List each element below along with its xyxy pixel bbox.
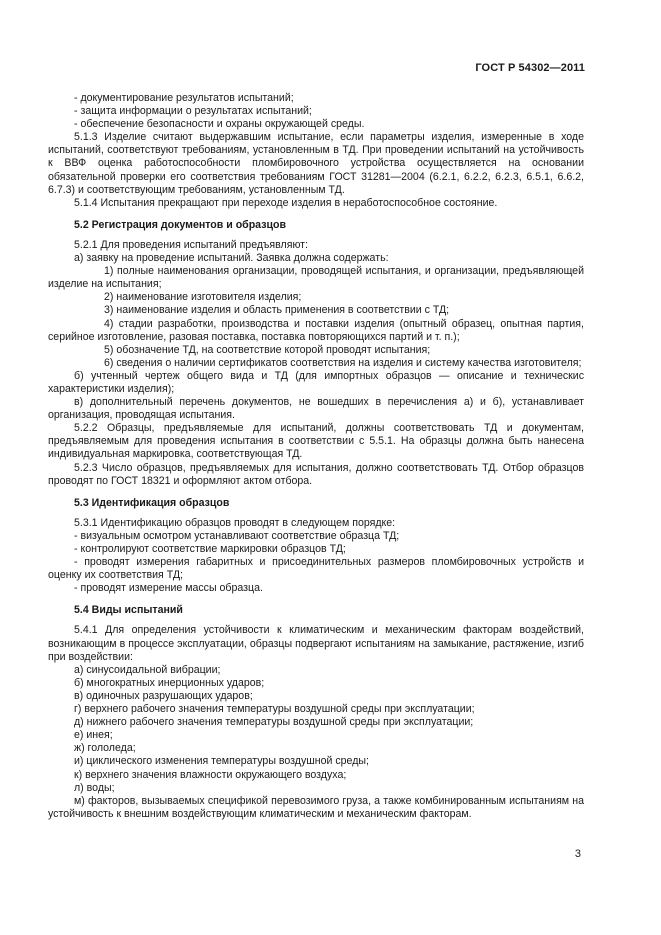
paragraph: ж) гололеда;: [74, 742, 136, 755]
paragraph: г) верхнего рабочего значения температуры воздушной среды при эксплуатации;: [74, 703, 475, 716]
paragraph: в) дополнительный перечень документов, не вошедших в перечисления а) и б), устанавливает организация, проводящая испытания.: [48, 396, 584, 422]
paragraph: к) верхнего значения влажности окружающего воздуха;: [74, 768, 347, 781]
paragraph: 2) наименование изготовителя изделия;: [104, 291, 302, 304]
paragraph: 3) наименование изделия и область применения в соответствии с ТД;: [104, 304, 450, 317]
paragraph: - документирование результатов испытаний;: [74, 92, 294, 104]
paragraph: - проводят измерения габаритных и присоединительных размеров пломбировочных устройств и оценку их соответствия ТД;: [48, 556, 584, 582]
section-heading: 5.2 Регистрация документов и образцов: [74, 218, 286, 231]
paragraph: 1) полные наименования организации, проводящей испытания, и организации, предъявляющей изделие на испытания;: [48, 265, 584, 291]
paragraph: 5.3.1 Идентификацию образцов проводят в следующем порядке:: [74, 516, 396, 529]
paragraph: - контролируют соответствие маркировки образцов ТД;: [74, 543, 346, 555]
paragraph: д) нижнего рабочего значения температуры воздушной среды при эксплуатации;: [74, 716, 474, 729]
paragraph: м) факторов, вызываемых спецификой перевозимого груза, а также комбинированным испытаниям на устойчивость к внешним воздействующим климатическим и механическим факторам.: [48, 794, 584, 820]
paragraph: б) многократных инерционных ударов;: [74, 676, 265, 689]
paragraph: - защита информации о результатах испытаний;: [74, 105, 312, 118]
paragraph: - визуальным осмотром устанавливают соответствие образца ТД;: [74, 529, 400, 542]
section-heading: 5.3 Идентификация образцов: [74, 496, 230, 509]
paragraph: а) синусоидальной вибрации;: [74, 663, 221, 676]
paragraph: 5) обозначение ТД, на соответствие которой проводят испытания;: [104, 343, 431, 356]
paragraph: - проводят измерение массы образца.: [74, 582, 263, 595]
paragraph: 4) стадии разработки, производства и поставки изделия (опытный образец, опытная партия, серийное изготовление, разовая поставка, поставка повторяющихся партий и т. п.);: [48, 317, 584, 343]
paragraph: и) циклического изменения температуры воздушной среды;: [74, 755, 369, 768]
section-heading: 5.4 Виды испытаний: [74, 604, 183, 617]
paragraph: 5.1.4 Испытания прекращают при переходе изделия в неработоспособное состояние.: [74, 196, 498, 209]
paragraph: 5.4.1 Для определения устойчивости к климатическим и механическим факторам воздействий, возникающим в процессе эксплуатации, образцы подвергают испытаниям на замыкание, растяжение, изгиб при воздействии:: [48, 624, 584, 663]
paragraph: 5.1.3 Изделие считают выдержавшим испытание, если параметры изделия, измеренные в ходе испытаний, соответствуют требованиям, установленным в ТД. При проведении испытаний на устойчивость к ВВФ оценка работоспособности пломбировочного устройства осуществляется на основании обязательной проверки его соответствия требованиям ГОСТ 31281—2004 (6.2.1, 6.2.2, 6.2.3, 6.5.1, 6.6.2, 6.7.3) и соответствующим требованиям, установленным ТД.: [48, 131, 584, 196]
document-body: [48, 92, 584, 821]
paragraph: л) воды;: [74, 781, 115, 794]
paragraph: 5.2.1 Для проведения испытаний предъявляют:: [74, 238, 308, 251]
paragraph: в) одиночных разрушающих ударов;: [74, 689, 253, 702]
paragraph: 5.2.3 Число образцов, предъявляемых для испытания, должно соответствовать ТД. Отбор образцов проводят по ГОСТ 18321 и оформляют актом отбора.: [48, 461, 584, 487]
paragraph: б) учтенный чертеж общего вида и ТД (для импортных образцов — описание и техническис характеристики изделия);: [48, 369, 584, 395]
paragraph: е) инея;: [74, 729, 113, 742]
paragraph: 5.2.2 Образцы, предъявляемые для испытаний, должны соответствовать ТД и документам, предъявляемым для проведения испытания в соответствии с 5.5.1. На образцы должна быть нанесена индивидуальная маркировка, соответствующая ТД.: [48, 422, 584, 461]
paragraph: а) заявку на проведение испытаний. Заявка должна содержать:: [74, 252, 389, 265]
document-header-id: ГОСТ Р 54302—2011: [475, 62, 585, 74]
paragraph: 6) сведения о наличии сертификатов соответствия на изделия и систему качества изготовителя;: [104, 356, 582, 369]
page-number: 3: [574, 848, 581, 860]
paragraph: - обеспечение безопасности и охраны окружающей среды.: [74, 118, 365, 131]
